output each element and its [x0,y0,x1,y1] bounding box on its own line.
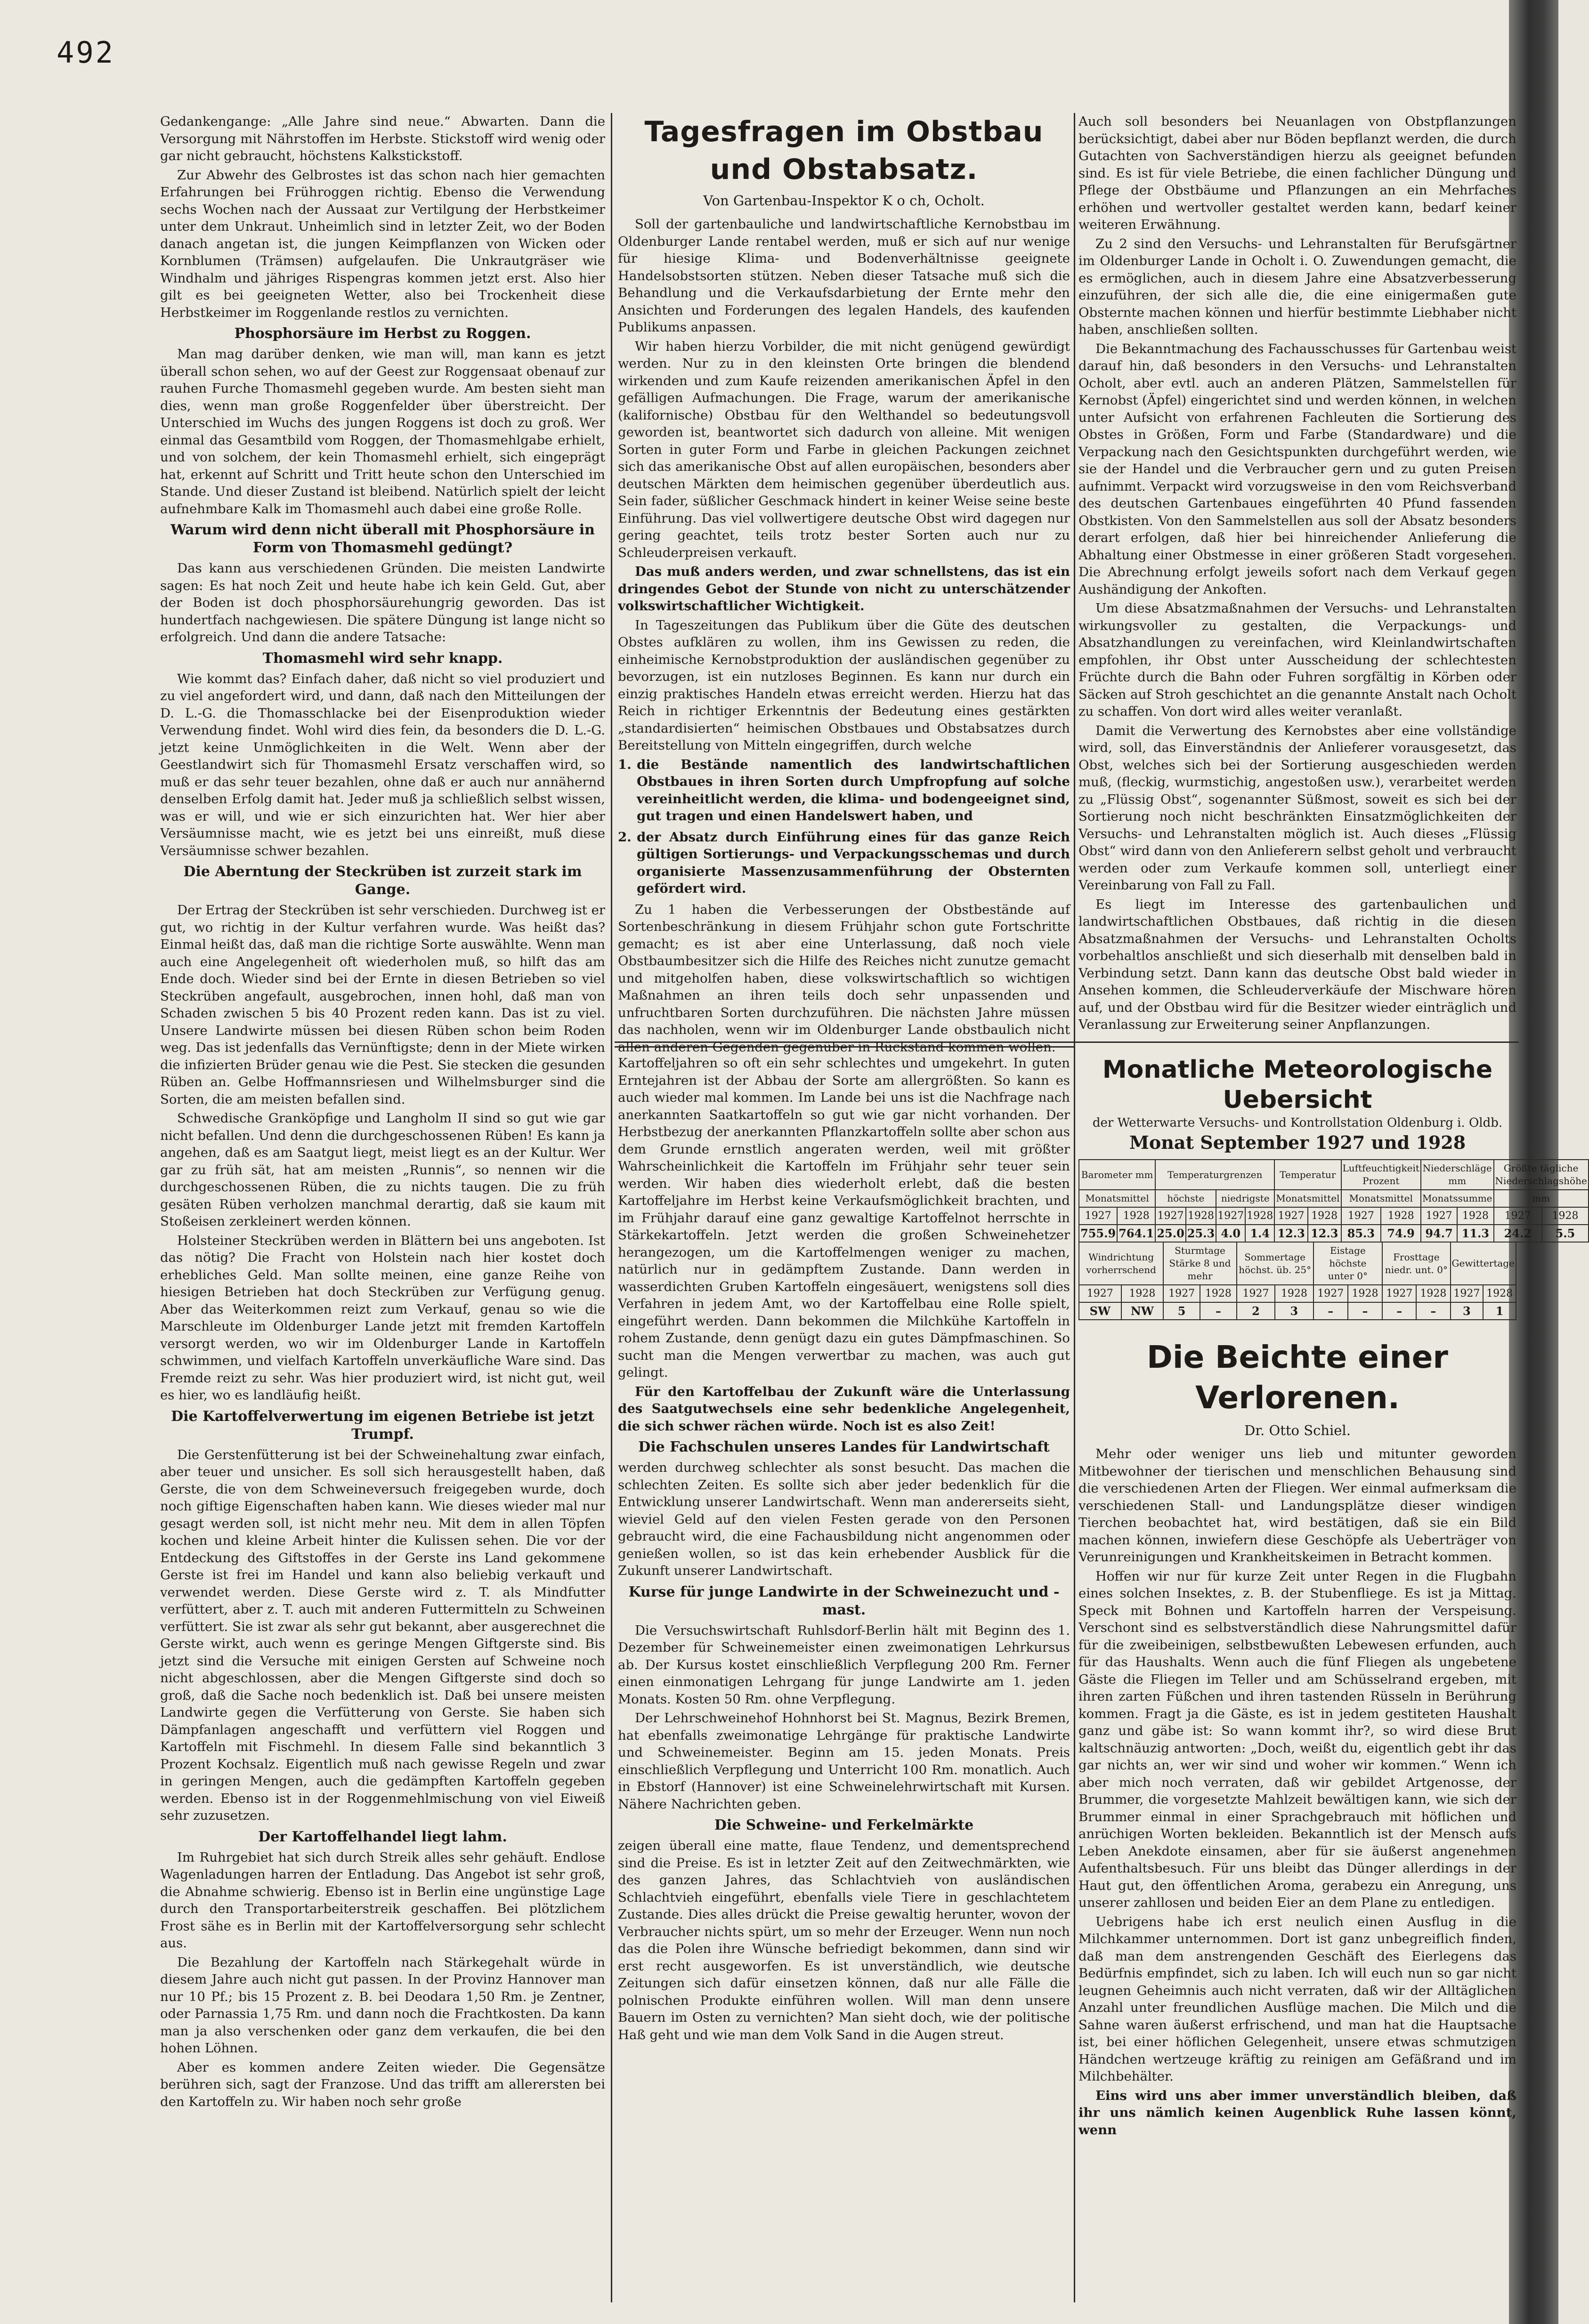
table-cell: 1927 [1216,1207,1245,1225]
paragraph: Das muß anders werden, und zwar schnellstens, das ist ein dringendes Gebot der Stunde von nicht zu unterschätzender volkswirtschaftlicher Wichtigkeit. [618,564,1070,613]
section-heading: Thomasmehl wird sehr knapp. [262,650,503,667]
table-cell: 4.0 [1216,1225,1245,1242]
table-cell: – [1348,1302,1382,1320]
table-cell: 2 [1237,1302,1275,1320]
table-cell: 24.2 [1494,1225,1542,1242]
list-item: 2. der Absatz durch Einführung eines für das ganze Reich gültigen Sortierungs- und Verpackungsschemas und durch organisierte Massenzusammenführung der Obsternten gefördert wird. [618,829,1070,899]
table-header-cell: Windrichtung vorherrschend [1079,1242,1163,1285]
paragraph: Soll der gartenbauliche und landwirtschaftliche Kernobstbau im Oldenburger Lande rentabel werden, muß er sich auf nur wenige für hiesige Klima- und Bodenverhältnisse geeignete Handelsobstsorten stützen. Neben dieser Tatsache muß sich die Behandlung und die Verkaufsdarbietung der Ernte mehr den Ansichten und Forderungen des legalen Handels, des kaufenden Publikums anpassen. [618,217,1070,335]
table-header-cell: Temperaturgrenzen [1155,1160,1274,1190]
table-cell: – [1416,1302,1450,1320]
table-header-cell: höchste [1155,1190,1216,1207]
table-cell: 1.4 [1245,1225,1274,1242]
table-header-cell: Luftfeuchtigkeit Prozent [1341,1160,1421,1190]
table-cell: 1928 [1381,1207,1421,1225]
table-cell: NW [1121,1302,1164,1320]
article-headline: Die Beichte einer Verlorenen. [1147,1339,1448,1416]
paragraph: Holsteiner Steckrüben werden in Blättern bei uns angeboten. Ist das nötig? Die Fracht von Holstein nach hier kostet doch erhebliches Geld. Man sollte meinen, eine ganze Reihe von hiesigen Betrieben hat doch Steckrüben zur Verfügung genug. Aber das Weiterkommen reizt zum Verkauf, genau so wie die Marschleute im Oldenburger Lande jetzt mit fremden Kartoffeln versorgt werden, wo wir im Oldenburger Lande in Kartoffeln schwimmen, und vielfach Kartoffeln unverkäufliche Ware sind. Das Fremde reizt zu sehr. Was hier produziert wird, ist nicht gut, weil es hier, wo es landläufig heißt. [160,1233,605,1403]
table-cell: 1928 [1275,1285,1313,1302]
paragraph: Der Ertrag der Steckrüben ist sehr verschieden. Durchweg ist er gut, wo richtig in der Kultur verfahren wurde. Was heißt das? Einmal heißt das, daß man die richtige Sorte auswählte. Wenn man auch eine Angelegenheit oft wiederholen muß, so hilft das am Ende doch. Wieder sind bei der Ernte in diesen Betrieben so viel Steckrüben angefault, ausgebrochen, innen hohl, daß man von Schaden zwischen 5 bis 40 Prozent reden kann. Das ist zu viel. Unsere Landwirte müssen bei diesen Rüben schon beim Roden weg. Das ist jedenfalls das Vernünftigste; denn in der Miete wirken die infizierten Brüder genau wie die Pest. Sie stecken die gesunden Rüben an. Gelbe Hoffmannsriesen und Wilhelmsburger sind die Sorten, die am meisten befallen sind. [160,903,605,1107]
table-cell: 1928 [1416,1285,1450,1302]
table-cell: 1928 [1117,1207,1155,1225]
table-header-cell: Sommertage höchst. üb. 25° [1237,1242,1313,1285]
table-header-cell: niedrigste [1216,1190,1274,1207]
paragraph: Die Gerstenfütterung ist bei der Schweinehaltung zwar einfach, aber teuer und unsicher. Es soll sich herausgestellt haben, daß Gerste, die von dem Schweineversuch freigegeben wurde, doch noch giftige Eigenschaften haben kann. Wie dieses wieder mal nur gesagt werden soll, ist nicht mehr neu. Mit dem in allen Töpfen kochen und kleine Arbeit hinter die Kulissen sehen. Die vor der Entdeckung des Giftstoffes in der Gerste ins Land gekommene Gerste ist frei im Handel und kann also beliebig verkauft und verwendet werden. Diese Gerste wird z. T. als Mindfutter verfüttert, aber z. T. auch mit anderen Futtermitteln zu Schweinen verfüttert. Sie ist zwar als sehr gut bekannt, aber ausgerechnet die Gerste wirkt, auch wenn es geringe Mengen Giftgerste sind. Bis jetzt sind die Versuche mit einigen Gersten auf Schweine noch nicht abgeschlossen, aber die Mengen Giftgerste sind doch so groß, daß die Sache noch bedenklich ist. Daß bei unsere meisten Landwirte gegen die Verfütterung von Gerste. Sie haben sich Dämpfanlagen angeschafft und verfüttern viel Roggen und Kartoffeln mit Fischmehl. In diesem Falle sind bekanntlich 3 Prozent Kochsalz. Eigentlich muß nach gewisse Regeln und zwar in geringen Mengen, auch die gedämpften Kartoffeln gegeben werden. Ebenso ist in der Roggenmehlmischung von viel Eiweiß sehr zuzusetzen. [160,1447,605,1823]
paragraph: Die Versuchswirtschaft Ruhlsdorf-Berlin hält mit Beginn des 1. Dezember für Schweinemeister einen zweimonatigen Lehrkursus ab. Der Kursus kostet einschließlich Verpflegung 200 Rm. Ferner einen einmonatigen Lehrgang für junge Landwirte am 1. jeden Monats. Kosten 50 Rm. ohne Verpflegung. [618,1622,1070,1707]
section-heading: Die Aberntung der Steckrüben ist zurzeit stark im Gange. [183,863,582,898]
table-cell: 1928 [1245,1207,1274,1225]
table-cell: 1927 [1079,1285,1121,1302]
section-heading: Die Kartoffelverwertung im eigenen Betriebe ist jetzt Trumpf. [171,1408,594,1443]
table-cell: 1927 [1079,1207,1117,1225]
paragraph: Uebrigens habe ich erst neulich einen Ausflug in die Milchkammer unternommen. Dort ist ganz unbegreiflich finden, daß man dem anstrengenden Geschäft des Eierlegens das Bedürfnis empfindet, sich zu laben. Ich will euch nun so gar nicht leugnen Geheimnis auch nicht verraten, daß wir der Alltäglichen Anzahl unter freundlichen Ausflüge machen. Die Milch und die Sahne waren äußerst erfrischend, und man hat die Hauptsache ist, bei einer höflichen Gelegenheit, unsere etwas schmutzigen Händchen wertzeuge kräftig zu reinigen am Gefäßrand und im Milchbehälter. [1078,1914,1516,2084]
section-heading: Phosphorsäure im Herbst zu Roggen. [234,325,531,342]
table-cell: 3 [1451,1302,1484,1320]
table-header-cell: Gewittertage [1451,1242,1516,1285]
paragraph: In Tageszeitungen das Publikum über die Güte des deutschen Obstes aufklären zu wollen, ihm ins Gewissen zu reden, die einheimische Kernobstproduktion der ausländischen gegenüber zu bevorzugen, ist ein nutzloses Beginnen. Es kann nur durch ein einzig praktisches Handeln etwas erreicht werden. Hierzu hat das Reich in richtiger Erkenntnis der Bedeutung eines gestärkten „standardisierten“ heimischen Obstbaues und Obstabsatzes durch Bereitstellung von Mitteln eingegriffen, durch welche [618,617,1070,753]
paragraph: Die Bekanntmachung des Fachausschusses für Gartenbau weist darauf hin, daß besonders in den Versuchs- und Lehranstalten Ocholt, aber evtl. auch an anderen Plätzen, Sammelstellen für Kernobst (Äpfel) eingerichtet sind und werden können, in welchen unter Aufsicht von erfahrenen Fachleuten die Sortierung des Obstes in Größen, Form und Farbe (Standardware) und die Verpackung nach den Gesichtspunkten durchgeführt werden, wie sie der Handel und die Verbraucher gern und zu guten Preisen aufnimmt. Verpackt wird vorzugsweise in den vom Reichsverband des deutschen Gartenbaues eingeführten 40 Pfund fassenden Obstkisten. Von den Sammelstellen aus soll der Absatz besonders derart erfolgen, daß hier bei hinreichender Anlieferung die Abhaltung einer Obstmesse in einer größeren Stadt vorgesehen. Die Abrechnung erfolgt jeweils sofort nach dem Verkauf gegen Aushändigung der Ankoften. [1078,341,1516,597]
weather-table-subtitle: der Wetterwarte Versuchs- und Kontrollstation Oldenburg i. Oldb. [1092,1116,1503,1130]
page-number: 492 [57,35,115,70]
table-cell: 94.7 [1421,1225,1457,1242]
column-middle-lower [618,1055,1070,2307]
table-header-cell: Monatssumme [1421,1190,1494,1207]
paragraph: Eins wird uns aber immer unverständlich bleiben, daß ihr uns nämlich keinen Augenblick Ruhe lassen könnt, wenn [1078,2088,1516,2138]
column-middle-upper [618,113,1070,1055]
paragraph: Gedankengange: „Alle Jahre sind neue.“ Abwarten. Dann die Versorgung mit Nährstoffen im Herbste. Stickstoff wird wenig oder gar nicht gebraucht, höchstens Kalkstickstoff. [160,114,605,163]
table-cell: 1927 [1451,1285,1484,1302]
table-cell: 1927 [1155,1207,1185,1225]
weather-table-2 [1078,1242,1516,1320]
list-item-text: der Absatz durch Einführung eines für das ganze Reich gültigen Sortierungs- und Verpackungsschemas und durch organisierte Massenzusammenführung der Obsternten gefördert wird. [637,829,1070,896]
paragraph: Die Bezahlung der Kartoffeln nach Stärkegehalt würde in diesem Jahre auch nicht gut passen. In der Provinz Hannover man nur 10 Pf.; bis 15 Prozent z. B. bei Deodara 1,50 Rm. je Zentner, oder Parnassia 1,75 Rm. und dann noch die Frachtkosten. Da kann man ja also verschenken oder ganz dem verkaufen, die bei den hohen Löhnen. [160,1954,605,2056]
paragraph: Zur Abwehr des Gelbrostes ist das schon nach hier gemachten Erfahrungen bei Frühroggen richtig. Ebenso die Verwendung sechs Wochen nach der Aussaat zur Vertilgung der Herbstkeimer unter dem Unkraut. Unheimlich sind in letzter Zeit, wo der Boden danach angetan ist, die jungen Keimpflanzen von Wicken oder Kornblumen (Trämsen) aufgelaufen. Die Unkrautgräser wie Windhalm und jähriges Rispengras kommen jetzt erst. Also hier gilt es bei geeigneten Wetter, also bei Trockenheit diese Herbstkeimer im Roggenlande restlos zu vernichten. [160,167,605,320]
weather-table [1078,1159,1589,1243]
paragraph: Wir haben hierzu Vorbilder, die mit nicht genügend gewürdigt werden. Nur zu in den kleinsten Orte bringen die blendend wirkenden und zum Kaufe reizenden amerikanischen Äpfel in den gefälligen Aufmachungen. Die Frage, warum der amerikanische (kalifornische) Obstbau für den Welthandel so bedeutungsvoll geworden ist, beantwortet sich dadurch von alleine. Mit wenigen Sorten in guter Form und Farbe in gleichen Packungen zeichnet sich das amerikanische Obst auf allen europäischen, besonders aber deutschen Märkten dem heimischen gegenüber überdeutlich aus. Sein fader, süßlicher Geschmack hindert in keiner Weise seine beste Einführung. Das viel vollwertigere deutsche Obst wird dagegen nur gering geachtet, teils trotz bester Sorten auch nur zu Schleuderpreisen verkauft. [618,339,1070,560]
paragraph: Im Ruhrgebiet hat sich durch Streik alles sehr gehäuft. Endlose Wagenladungen harren der Entladung. Das Angebot ist sehr groß, die Abnahme schwierig. Ebenso ist in Berlin eine ungünstige Lage durch den Transportarbeiterstreik geschaffen. Bei plötzlichem Frost sähe es in Berlin mit der Kartoffelversorgung sehr schlecht aus. [160,1849,605,1951]
paragraph: Der Lehrschweinehof Hohnhorst bei St. Magnus, Bezirk Bremen, hat ebenfalls zweimonatige Lehrgänge für praktische Landwirte und Schweinemeister. Beginn am 15. jeden Monats. Preis einschließlich Verpflegung und Unterricht 100 Rm. monatlich. Auch in Ebstorf (Hannover) ist eine Schweinelehrwirtschaft mit Kursen. Nähere Nachrichten geben. [618,1711,1070,1812]
paragraph: Man mag darüber denken, wie man will, man kann es jetzt überall schon sehen, wo auf der Geest zur Roggensaat obenauf zur rauhen Furche Thomasmehl gegeben wurde. Am besten sieht man dies, wenn man große Roggenfelder über überstreicht. Der Unterschied im Wuchs des jungen Roggens ist doch zu groß. Wer einmal das Gesamtbild vom Roggen, der Thomasmehlgabe erhielt, und von solchem, der kein Thomasmehl erhielt, sich eingeprägt hat, erkennt auf Schritt und Tritt heute schon den Unterschied im Stande. Und dieser Zustand ist bleibend. Natürlich spielt der leicht aufnehmbare Kalk im Thomasmehl auch dabei eine große Rolle. [160,347,605,516]
table-cell: – [1382,1302,1416,1320]
table-cell: 1928 [1542,1207,1589,1225]
paragraph: Um diese Absatzmaßnahmen der Versuchs- und Lehranstalten wirkungsvoller zu gestalten, die Verpackungs- und Absatzhandlungen zu vereinfachen, wird Kleinlandwirtschaften empfohlen, ihr Obst unter Ausscheidung der schlechtesten Früchte durch die Bahn oder Fuhren sorgfältig in Körben oder Säcken auf Stroh geschichtet an die genannte Anstalt nach Ocholt zu schaffen. Von dort wird alles weiter veranlaßt. [1078,601,1516,719]
table-cell: 1927 [1237,1285,1275,1302]
table-cell: 1927 [1421,1207,1457,1225]
table-header-cell: Größte tägliche Niederschlagshöhe [1494,1160,1589,1190]
weather-table-title: Monatliche Meteorologische Uebersicht [1102,1056,1493,1114]
table-cell: 1927 [1313,1285,1348,1302]
table-cell: 1927 [1494,1207,1542,1225]
paragraph: Wie kommt das? Einfach daher, daß nicht so viel produziert und zu viel angefordert wird, und dann, daß nach den Mitteilungen der D. L.-G. die Thomasschlacke bei der Eisenproduktion wieder Verwendung findet. Wohl wird dies fein, da besonders die D. L.-G. jetzt keine Unmöglichkeiten in die Welt. Wenn aber der Geestlandwirt sich für Thomasmehl Ersatz verschaffen wird, so muß er das sehr teuer bezahlen, ohne daß er auch nur annähernd denselben Erfolg damit hat. Jeder muß ja schließlich selbst wissen, was er will, und wie er sich einzurichten hat. Wer hier aber Versäumnisse macht, wie es jetzt bei uns einreißt, muß diese Versäumnisse schwer bezahlen. [160,671,605,858]
paragraph: Mehr oder weniger uns lieb und mitunter geworden Mitbewohner der tierischen und menschlichen Behausung sind die verschiedenen Arten der Fliegen. Wer einmal aufmerksam die verschiedenen Stall- und Landungsplätze dieser windigen Tierchen beobachtet hat, wird bestätigen, daß sie ein Bild machen können, inwiefern diese Geschöpfe als Ueberträger von Verunreinigungen und Krankheitskeimen in Betracht kommen. [1078,1446,1516,1565]
paragraph: Auch soll besonders bei Neuanlagen von Obstpflanzungen berücksichtigt, dabei aber nur Böden bepflanzt werden, die durch Gutachten von Sachverständigen hierzu als geeignet befunden sind. Es ist für viele Betriebe, die einen fachlicher Düngung und Pflege der Obstbäume und Pflanzungen an ein Mehrfaches erhöhen und wertvoller gestaltet werden kann, bedarf keiner weiteren Erwähnung. [1078,114,1516,232]
table-cell: 1928 [1457,1207,1493,1225]
table-cell: 74.9 [1381,1225,1421,1242]
table-cell: SW [1079,1302,1121,1320]
table-cell: 1927 [1274,1207,1308,1225]
paragraph: Das kann aus verschiedenen Gründen. Die meisten Landwirte sagen: Es hat noch Zeit und heute habe ich kein Geld. Gut, aber der Boden ist doch phosphorsäurehungrig geworden. Das ist hundertfach nachgewiesen. Die spätere Düngung ist lange nicht so erfolgreich. Und dann die andere Tatsache: [160,561,605,645]
table-cell: – [1200,1302,1237,1320]
section-heading: Die Schweine- und Ferkelmärkte [714,1817,974,1833]
column-rule [611,113,612,2302]
table-cell: 1928 [1348,1285,1382,1302]
table-cell: 25.0 [1155,1225,1185,1242]
column-rule [1074,113,1075,2302]
table-header-cell: Temperatur [1274,1160,1341,1190]
table-cell: 1927 [1341,1207,1381,1225]
table-header-cell: Sturmtage Stärke 8 und mehr [1163,1242,1237,1285]
paragraph: Zu 1 haben die Verbesserungen der Obstbestände auf Sortenbeschränkung in diesem Frühjahr schon gute Fortschritte gemacht; es ist aber eine Unterlassung, daß noch viele Obstbaumbesitzer sich die Hilfe des Reiches nicht zunutze gemacht und mitgeholfen haben, diese volkswirtschaftlich so wichtigen Maßnahmen an ihren teils doch sehr unpassenden und unfruchtbaren Sorten durchzuführen. Die nächsten Jahre müssen das nachholen, wenn wir im Oldenburger Lande obstbaulich nicht allen anderen Gegenden gegenüber in Rückstand kommen wollen. [618,902,1070,1055]
column-left [160,113,605,2307]
article-headline: Tagesfragen im Obstbau und Obstabsatz. [644,115,1044,186]
column-right-lower [1078,1055,1587,2307]
list-item-text: die Bestände namentlich des landwirtschaftlichen Obstbaues in ihren Sorten durch Umpfropfung auf solche vereinheitlicht werden, die klima- und bodengeeignet sind, gut tragen und einen Handelswert haben, und [637,757,1070,823]
paragraph: Hoffen wir nur für kurze Zeit unter Regen in die Flugbahn eines solchen Insektes, z. B. der Stubenfliege. Es ist ja Mittag. Speck mit Bohnen und Kartoffeln harren der Verspeisung. Verschont sind es selbstverständlich diese Nahrungsmittel dafür für die zweibeinigen, selbstbewußten Lebewesen erfunden, auch für das Haushalts. Wenn auch die fünf Fliegen als ungebetene Gäste die Fliegen im Teller und am Schüsselrand ergeben, mit ihren zarten Füßchen und ihren tastenden Rüsseln in Berührung kommen. Fragt ja die Gäste, es ist in jedem gestiteten Haushalt ganz und gäbe ist: So wann kommt ihr?, so wird diese Brut kaltschnäuzig antworten: „Doch, weißt du, eigentlich gebt ihr das gar nichts an, wer wir sind und woher wir kommen.“ Wenn ich aber mich noch verraten, daß wir gebildet Artgenosse, der Brummer, die vorgesetzte Mahlzeit bewältigen kann, wie sich der Brummer einmal in einer Sprachgebrauch mit höflichen und anrüchigen Worten bekleiden. Bekanntlich ist der Mensch aufs Leben Anekdote einsamen, aber für sie äußerst angenehmen Aufenthaltsbesuch. Für uns bleibt das Dünger allerdings in der Haut gut, den öffentlichen Aroma, gerabezu ein Anregung, uns unserer zahllosen und beiden Eier an dem Plane zu entledigen. [1078,1568,1516,1910]
table-cell: 764.1 [1117,1225,1155,1242]
weather-table-month: Monat September 1927 und 1928 [1129,1132,1466,1153]
table-header-cell: Frosttage niedr. unt. 0° [1382,1242,1450,1285]
table-cell: 1928 [1308,1207,1341,1225]
table-cell: 755.9 [1079,1225,1117,1242]
paragraph: Zu 2 sind den Versuchs- und Lehranstalten für Berufsgärtner im Oldenburger Lande in Ocholt i. O. Zuwendungen gemacht, die es ermöglichen, auch in diesem Jahre eine Absatzverbesserung einzuführen, der sich alle die, die eine einigermaßen gute Obsternte machen können und hierfür bestimmte Liebhaber nicht haben, anschließen sollten. [1078,236,1516,337]
table-cell: 11.3 [1457,1225,1493,1242]
paragraph: Für den Kartoffelbau der Zukunft wäre die Unterlassung des Saatgutwechsels eine sehr bedenkliche Angelegenheit, die sich schwer rächen würde. Noch ist es also Zeit! [618,1384,1070,1434]
section-heading: Kurse für junge Landwirte in der Schweinezucht und -mast. [628,1583,1060,1618]
table-cell: 5 [1163,1302,1200,1320]
table-cell: 1928 [1483,1285,1516,1302]
section-heading: Die Fachschulen unseres Landes für Landwirtschaft [638,1439,1050,1455]
table-header-cell: Monatsmittel [1341,1190,1421,1207]
paragraph: Aber es kommen andere Zeiten wieder. Die Gegensätze berühren sich, sagt der Franzose. Und das trifft am allerersten bei den Kartoffeln zu. Wir haben noch sehr große [160,2059,605,2109]
table-cell: 1927 [1382,1285,1416,1302]
table-cell: 1 [1483,1302,1516,1320]
table-cell: 12.3 [1274,1225,1308,1242]
paragraph: Es liegt im Interesse des gartenbaulichen und landwirtschaftlichen Obstbaues, daß richtig in die diesen Absatzmaßnahmen der Versuchs- und Lehranstalten Ocholts vorbehaltlos anschließt und sich dieserhalb mit denselben bald in Verbindung setzt. Dann kann das deutsche Obst bald wieder in Ansehen kommen, die Schleuderverkäufe der Mischware hören auf, und der Obstbau wird für die Besitzer wieder einträglich und Veranlassung zur Erweiterung seiner Anpflanzungen. [1078,896,1516,1032]
table-header-cell: mm [1494,1190,1589,1207]
table-header-cell: Monatsmittel [1274,1190,1341,1207]
paragraph: Schwedische Granköpfige und Langholm II sind so gut wie gar nicht befallen. Und denn die durchgeschossenen Rüben! Es kann ja angehen, daß es am Saatgut liegt, meist liegt es an der Kultur. Wer gar zu früh sät, hat am meisten „Runnis“, so nennen wir die durchgeschossenen Rüben, die zu nichts taugen. Die zu früh gesäten Rüben verholzen manchmal derartig, daß sie kaum mit Stoßeisen zerkleinert werden können. [160,1111,605,1229]
table-cell: 85.3 [1341,1225,1381,1242]
paragraph: zeigen überall eine matte, flaue Tendenz, und dementsprechend sind die Preise. Es ist in letzter Zeit auf den Zeitwechmärkten, wie des ganzen Jahres, das Schlachtvieh von ausländischen Schlachtvieh eingeführt, ebenfalls viele Tiere in geschlachtetem Zustande. Dies alles drückt die Preise gewaltig herunter, wovon der Verbraucher nichts spürt, um so mehr der Erzeuger. Wenn nun noch das die Polen ihre Wünsche befriedigt bekommen, dann sind wir erst recht ausgeworfen. Es ist unverständlich, wie deutsche Zeitungen sich dafür einsetzen können, daß nur alle Fälle die polnischen Produkte einführen wollen. Will man denn unsere Bauern im Osten zu vernichten? Man sieht doch, wie der politische Haß geht und wie man dem Volk Sand in die Augen streut. [618,1838,1070,2042]
table-cell: – [1313,1302,1348,1320]
table-header-cell: Barometer mm [1079,1160,1155,1190]
table-header-cell: Niederschläge mm [1421,1160,1494,1190]
table-cell: 1928 [1186,1207,1216,1225]
section-heading: Der Kartoffelhandel liegt lahm. [258,1828,507,1845]
table-cell: 3 [1275,1302,1313,1320]
article-byline: Dr. Otto Schiel. [1244,1422,1351,1438]
table-header-cell: Eistage höchste unter 0° [1313,1242,1383,1285]
table-cell: 1928 [1200,1285,1237,1302]
article-byline: Von Gartenbau-Inspektor K o ch, Ocholt. [703,193,985,209]
table-header-cell: Monatsmittel [1079,1190,1155,1207]
paragraph: werden durchweg schlechter als sonst besucht. Das machen die schlechten Zeiten. Es sollte sich aber jeder bedenklich für die Entwicklung unserer Landwirtschaft. Wenn man andererseits sieht, wieviel Geld auf den vielen Festen gerade von den Personen gebraucht wird, die eine Fachausbildung nicht angenommen oder genießen wollen, so ist das kein erhebender Ausblick für die Zukunft unserer Landwirtschaft. [618,1460,1070,1578]
table-cell: 12.3 [1308,1225,1341,1242]
paragraph: Kartoffeljahren so oft ein sehr schlechtes und umgekehrt. In guten Erntejahren ist der Abbau der Sorte am allergrößten. So kann es auch wieder mal kommen. Im Lande bei uns ist die Nachfrage nach anerkannten Saatkartoffeln so gut wie gar nicht vorhanden. Der Herbstbezug der anerkannten Pflanzkartoffeln sollte aber schon aus dem Grunde ernstlich angeraten werden, weil mit größter Wahrscheinlichkeit die Kartoffeln im Frühjahr sehr teuer sein werden. Wir haben dies wiederholt erlebt, daß die besten Kartoffeljahre im Herbst keine Verkaufsmöglichkeit brachten, und im Frühjahr darauf eine ganz gewaltige Kartoffelnot herrschte in Stärkekartoffeln. Jetzt werden die großen Schweinehetzer herangezogen, um die Kartoffelmengen weniger zu machen, natürlich nur in gedämpftem Zustande. Dann werden in wasserdichten Gruben Kartoffeln eingesäuert, wenigstens soll dies Verfahren in jedem Amt, wo der Kartoffelbau eine Rolle spielt, eingeführt werden. Dann bekommen die Milchkühe Kartoffeln in rohem Zustande, denn genügt dazu ein gutes Dämpfmaschinen. So sucht man die Mengen verwertbar zu machen, was auch gut gelingt. [618,1056,1070,1380]
table-cell: 1928 [1121,1285,1164,1302]
table-cell: 1927 [1163,1285,1200,1302]
table-cell: 5.5 [1542,1225,1589,1242]
paragraph: Damit die Verwertung des Kernobstes aber eine vollständige wird, soll, das Einverständnis der Anlieferer vorausgesetzt, das Obst, welches sich bei der Sortierung ausgeschieden werden muß, (fleckig, wurmstichig, angestoßen usw.), verarbeitet werden zu „Flüssig Obst“, sogenannter Süßmost, soweit es sich bei der Sortierung noch nicht beschränkten Einsatzmöglichkeiten der Versuchs- und Lehranstalten möglich ist. Auch dieses „Flüssig Obst“ wird dann von den Anlieferern selbst geholt und verbraucht werden oder zum Verkaufe kommen soll, unterliegt einer Vereinbarung von Fall zu Fall. [1078,723,1516,893]
column-right-upper [1078,113,1516,1031]
section-heading: Warum wird denn nicht überall mit Phosphorsäure in Form von Thomasmehl gedüngt? [170,522,595,556]
list-item: 1. die Bestände namentlich des landwirtschaftlichen Obstbaues in ihren Sorten durch Umpfropfung auf solche vereinheitlicht werden, die klima- und bodengeeignet sind, gut tragen und einen Handelswert haben, und [618,756,1070,827]
table-cell: 25.3 [1186,1225,1216,1242]
